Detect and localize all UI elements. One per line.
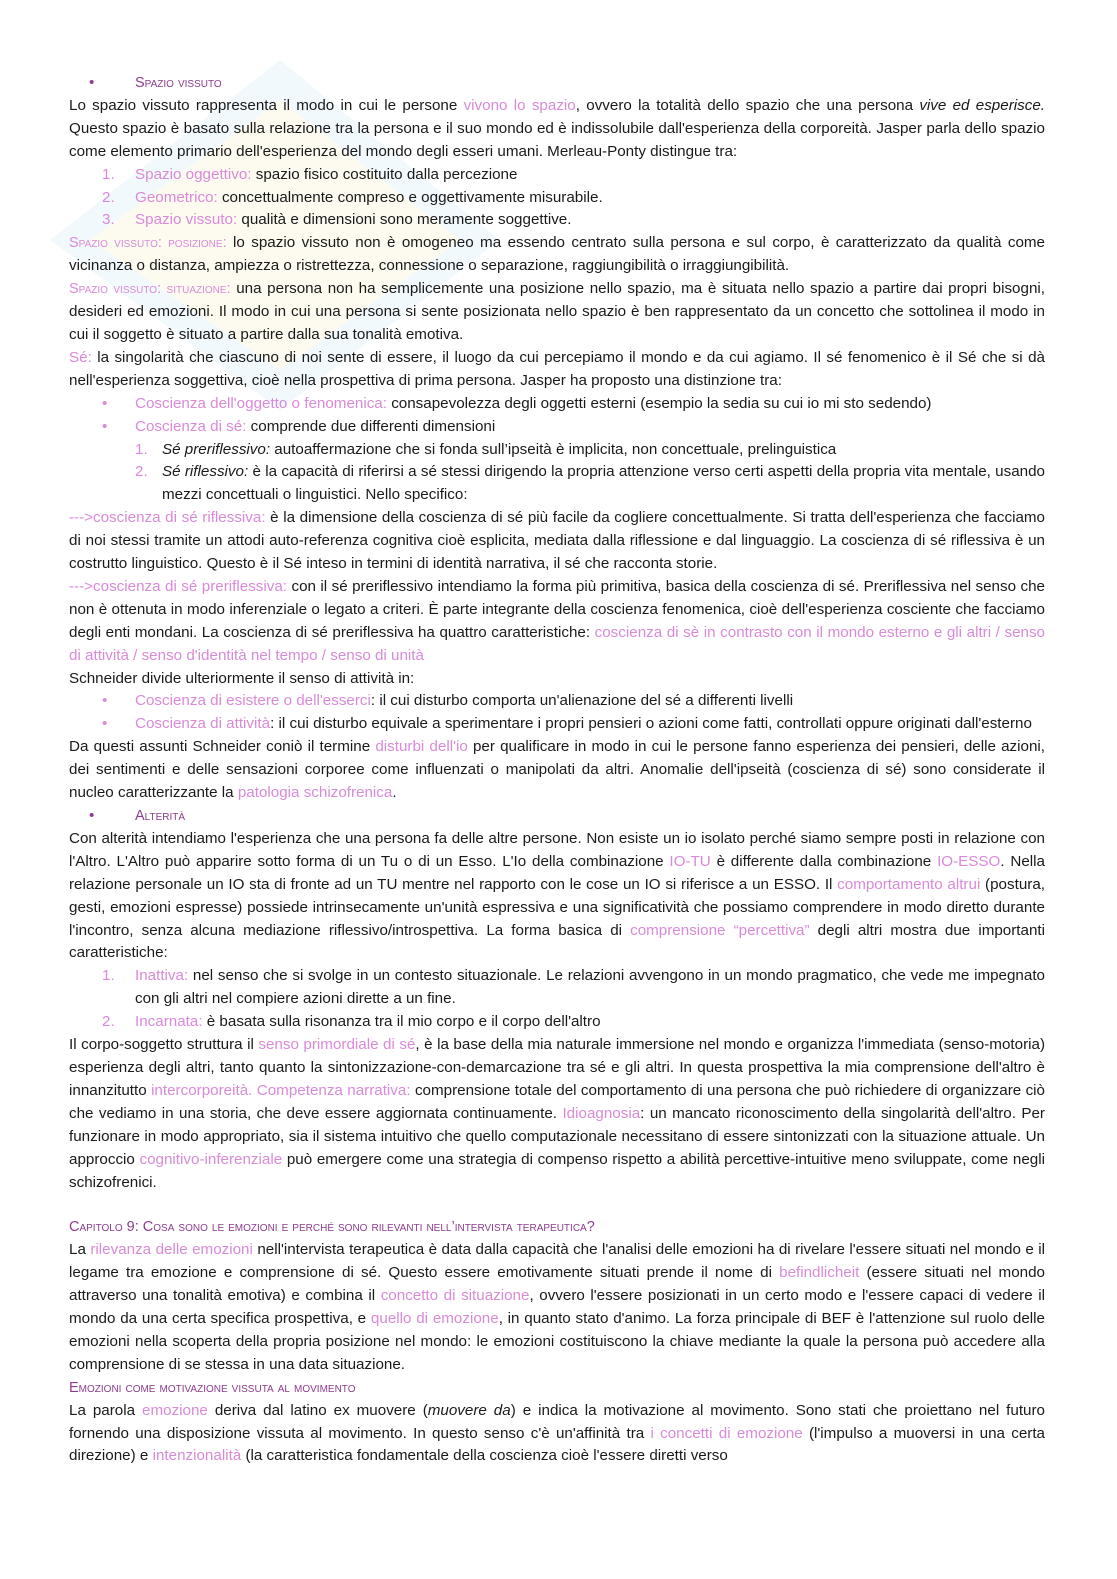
paragraph: Schneider divide ulteriormente il senso di attività in: [69, 669, 415, 687]
paragraph: La parola emozione deriva dal latino ex muovere (muovere da) e indica la motivazione al movimento. Sono stati che proiettano nel futuro fornendo una disposizione vissuta al movimento. In questo senso c'è un'affinità tra i concetti di emozione (l'impulso a muoversi in una certa direzione) e intenzionalità (la caratteristica fondamentale della coscienza cioè l'essere diretti verso [69, 1401, 1045, 1465]
paragraph: Sé: la singolarità che ciascuno di noi sente di essere, il luogo da cui percepiamo il mondo e da cui agiamo. Il sé fenomenico è il Sé che si dà nell'esperienza soggettiva, cioè nella prospettiva di prima persona. Jasper ha proposto una distinzione tra: [69, 348, 1045, 389]
list-item: • Coscienza dell'oggetto o fenomenica: consapevolezza degli oggetti esterni (esempio la sedia su cui io mi sto sedendo) [69, 393, 1045, 416]
list-item: 3. Spazio vissuto: qualità e dimensioni sono meramente soggettive. [102, 211, 572, 229]
list-item: • Coscienza di attività: il cui disturbo equivale a sperimentare i propri pensieri o azioni come fatti, controllati oppure originati dall'esterno [69, 713, 1045, 736]
paragraph: Il corpo-soggetto struttura il senso primordiale di sé, è la base della mia naturale immersione nel mondo e organizza l'immediata (senso-motoria) esperienza degli altri, tanto quanto la sintonizzazione-con-demarcazione tra sé e gli altri. In questa prospettiva la mia comprensione dell'altro è innanzitutto intercorporeità. Competenza narrativa: comprensione totale del comportamento di una persona che può richiedere di organizzare ciò che vediamo in una storia, che deve essere aggiornata continuamente. Idioagnosia: un mancato riconoscimento della singolarità dell'altro. Per funzionare in modo appropriato, sia il sistema intuitivo che quello computazionale necessitano di essere sintonizzati con la situazione attuale. Un approccio cognitivo-inferenziale può emergere come una strategia di compenso rispetto a abilità percettive-intuitive meno sviluppate, come negli schizofrenici. [69, 1036, 1046, 1191]
paragraph: La rilevanza delle emozioni nell'intervista terapeutica è data dalla capacità che l'analisi delle emozioni ha di rivelare l'essere situati nel mondo e il legame tra emozione e comprensione di sé. Questo essere emotivamente situati prende il nome di befindlicheit (essere situati nel mondo attraverso una tonalità emotiva) e combina il concetto di situazione, ovvero l'essere posizionati in un certo modo e l'essere capaci di vedere il mondo da una certa specifica prospettiva, e quello di emozione, in quanto stato d'animo. La forza principale di BEF è l'attenzione sul ruolo delle emozioni nella scoperta della propria posizione nel mondo: le emozioni costituiscono la chiave mediante la quale la persona può accedere alla comprensione di se stessa in una data situazione. [69, 1241, 1045, 1373]
list-item: 1. Sé preriflessivo: autoaffermazione che si fonda sull’ipseità è implicita, non concettuale, prelinguistica [135, 440, 837, 458]
list-item: 2. Geometrico: concettualmente compreso e oggettivamente misurabile. [102, 188, 603, 206]
list-item: 2. Sé riflessivo: è la capacità di riferirsi a sé stessi dirigendo la propria attenzione verso certi aspetti della propria vita mentale, usando mezzi concettuali o linguistici. Nello specifico: [135, 463, 1045, 504]
list-item: • Coscienza di sé: comprende due differenti dimensioni [69, 416, 1045, 439]
chapter-heading: Capitolo 9: Cosa sono le emozioni e perché sono rilevanti nell’intervista terapeutica? [69, 1219, 595, 1236]
paragraph: Spazio vissuto: posizione: lo spazio vissuto non è omogeneo ma essendo centrato sulla persona e sul corpo, è caratterizzato da qualità come vicinanza o distanza, ampiezza o ristrettezza, connessione o separazione, raggiungibilità o irraggiungibilità. [69, 234, 1045, 275]
paragraph: --->coscienza di sé preriflessiva: con il sé preriflessivo intendiamo la forma più primitiva, basica della coscienza di sé. Preriflessiva nel senso che non è ottenuta in modo inferenziale o legato a criteri. È parte integrante della coscienza fenomenica, cioè dell'esperienza cosciente che facciamo degli enti mondani. La coscienza di sé preriflessiva ha quattro caratteristiche: coscienza di sè in contrasto con il mondo esterno e gli altri / senso di attività / senso d'identità nel tempo / senso di unità [69, 577, 1046, 664]
subheading: Emozioni come motivazione vissuta al movimento [69, 1379, 356, 1396]
list-item: 2. Incarnata: è basata sulla risonanza tra il mio corpo e il corpo dell'altro [102, 1013, 601, 1031]
document-page [69, 72, 1045, 1468]
section-heading-spazio-vissuto: • Spazio vissuto [69, 72, 1045, 95]
list-item: • Coscienza di esistere o dell'esserci: il cui disturbo comporta un'alienazione del sé a differenti livelli [69, 690, 1045, 713]
list-item: 1. Inattiva: nel senso che si svolge in un contesto situazionale. Le relazioni avvengono in un mondo pragmatico, che vede me impegnato con gli altri nel compiere azioni dirette a un fine. [102, 967, 1045, 1008]
section-heading-alterita: • Alterità [69, 805, 1045, 828]
list-item: 1. Spazio oggettivo: spazio fisico costituito dalla percezione [102, 165, 518, 183]
paragraph: Con alterità intendiamo l'esperienza che una persona fa delle altre persone. Non esiste un io isolato perché siamo sempre posti in relazione con l'Altro. L'Altro può apparire sotto forma di un Tu o di un Esso. L'Io della combinazione IO-TU è differente dalla combinazione IO-ESSO. Nella relazione personale un IO sta di fronte ad un TU mentre nel rapporto con le cose un IO si riferisce a un ESSO. Il comportamento altrui (postura, gesti, emozioni espresse) possiede intrinsecamente un'unità espressiva e una significatività che possiamo comprendere in modo diretto durante l'incontro, senza alcuna mediazione riflessivo/introspettiva. La forma basica di comprensione “percettiva” degli altri mostra due importanti caratteristiche: [69, 829, 1045, 962]
paragraph: --->coscienza di sé riflessiva: è la dimensione della coscienza di sé più facile da cogliere concettualmente. Si tratta dell'esperienza che facciamo di noi stessi tramite un attodi auto-referenza cognitiva cioè esplicita, mediata dalla riflessione e dal linguaggio. La coscienza di sé riflessiva è un costrutto linguistico. Questo è il Sé inteso in termini di identità narrativa, il sé che racconta storie. [69, 509, 1045, 573]
paragraph: Lo spazio vissuto rappresenta il modo in cui le persone vivono lo spazio, ovvero la totalità dello spazio che una persona vive ed esperisce. Questo spazio è basato sulla relazione tra la persona e il suo mondo ed è indissolubile dall'esperienza della corporeità. Jasper parla dello spazio come elemento primario dell'esperienza del mondo degli esseri umani. Merleau-Ponty distingue tra: [69, 96, 1045, 160]
paragraph: Da questi assunti Schneider coniò il termine disturbi dell'io per qualificare in modo in cui le persone fanno esperienza dei pensieri, delle azioni, dei sentimenti e delle sensazioni corporee come influenzati o manipolati da altri. Anomalie dell'ipseità (coscienza di sé) sono considerate il nucleo caratterizzante la patologia schizofrenica. [69, 738, 1046, 802]
paragraph: Spazio vissuto: situazione: una persona non ha semplicemente una posizione nello spazio, ma è situata nello spazio a partire dai propri bisogni, desideri ed emozioni. Il modo in cui una persona si sente posizionata nello spazio è ben rappresentato da un concetto che sottolinea il modo in cui il soggetto è situato a partire dalla sua tonalità emotiva. [69, 280, 1045, 343]
